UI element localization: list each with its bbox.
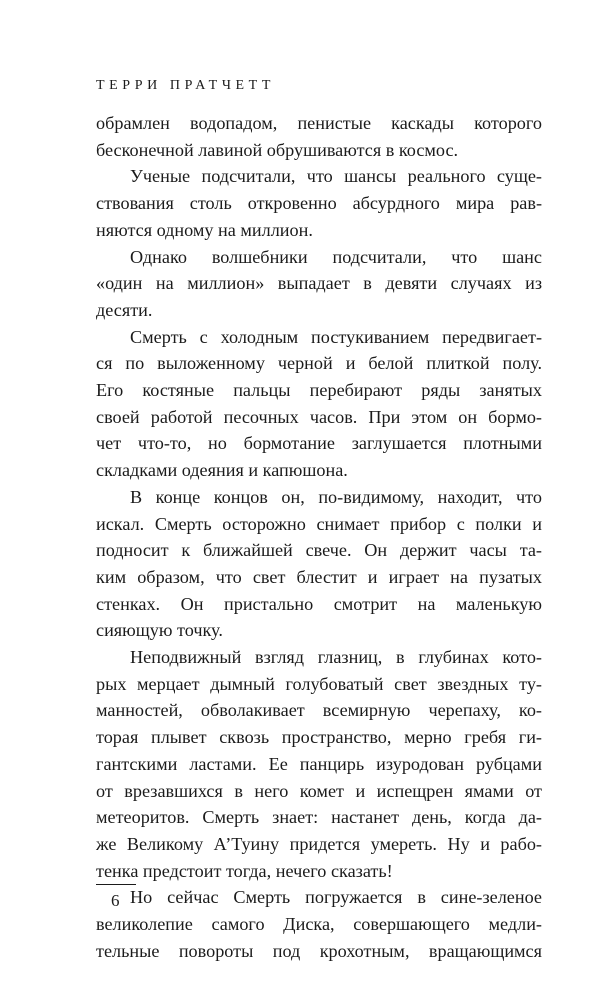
text-line: бесконечной лавиной обрушиваются в космос. xyxy=(96,139,459,160)
text-line: тенка предстоит тогда, нечего сказать! xyxy=(96,860,393,881)
text-line: «один на миллион» выпадает в девяти случаях из xyxy=(96,273,542,294)
text-line: сияющую точку. xyxy=(96,620,223,641)
text-line: тельные повороты под крохотным, вращающимся xyxy=(96,940,542,961)
text-line: своей работой песочных часов. При этом он бормо- xyxy=(96,406,542,427)
paragraph xyxy=(96,884,542,964)
text-line: Но сейчас Смерть погружается в сине-зеленое xyxy=(130,887,542,908)
paragraph xyxy=(96,163,542,243)
text-line: чет что-то, но бормотание заглушается плотными xyxy=(96,433,542,454)
text-line: стенках. Он пристально смотрит на маленькую xyxy=(96,593,542,614)
text-line: Ученые подсчитали, что шансы реального суще- xyxy=(130,166,542,187)
text-line: В конце концов он, по-видимому, находит, что xyxy=(130,486,542,507)
text-line: ствования столь откровенно абсурдного мира рав- xyxy=(96,193,542,214)
paragraph xyxy=(96,324,542,484)
text-line: ся по выложенному черной и белой плиткой полу. xyxy=(96,353,542,374)
text-line: Неподвижный взгляд глазниц, в глубинах кото- xyxy=(130,647,542,668)
text-line: десяти. xyxy=(96,299,153,320)
text-line: складками одеяния и капюшона. xyxy=(96,460,348,481)
paragraph xyxy=(96,244,542,324)
text-line: искал. Смерть осторожно снимает прибор с полки и xyxy=(96,513,542,534)
paragraph xyxy=(96,110,542,163)
footer-rule xyxy=(96,884,136,885)
text-line: подносит к ближайшей свече. Он держит часы та- xyxy=(96,540,542,561)
text-line: рых мерцает дымный голубоватый свет звездных ту- xyxy=(96,673,542,694)
text-line: метеоритов. Смерть знает: настанет день, когда да- xyxy=(96,807,542,828)
text-line: обрамлен водопадом, пенистые каскады которого xyxy=(96,113,542,133)
paragraph xyxy=(96,644,542,884)
text-line: манностей, обволакивает всемирную черепаху, ко- xyxy=(96,700,542,721)
text-line: же Великому А’Туину придется умереть. Ну и рабо- xyxy=(96,833,542,854)
text-line: няются одному на миллион. xyxy=(96,219,313,240)
paragraph xyxy=(96,484,542,644)
text-line: гантскими ластами. Ее панцирь изуродован рубцами xyxy=(96,753,542,774)
page-number: 6 xyxy=(111,891,120,910)
running-head: ТЕРРИ ПРАТЧЕТТ xyxy=(96,78,275,93)
text-line: Его костяные пальцы перебирают ряды занятых xyxy=(96,380,542,401)
text-line: от врезавшихся в него комет и испещрен ямами от xyxy=(96,780,542,801)
body-text xyxy=(96,110,542,965)
text-line: Смерть с холодным постукиванием передвигает- xyxy=(130,326,542,347)
text-line: великолепие самого Диска, совершающего медли- xyxy=(96,914,542,935)
text-line: ким образом, что свет блестит и играет на пузатых xyxy=(96,566,542,587)
text-line: Однако волшебники подсчитали, что шанс xyxy=(130,246,542,267)
text-line: торая плывет сквозь пространство, мерно гребя ги- xyxy=(96,727,542,748)
